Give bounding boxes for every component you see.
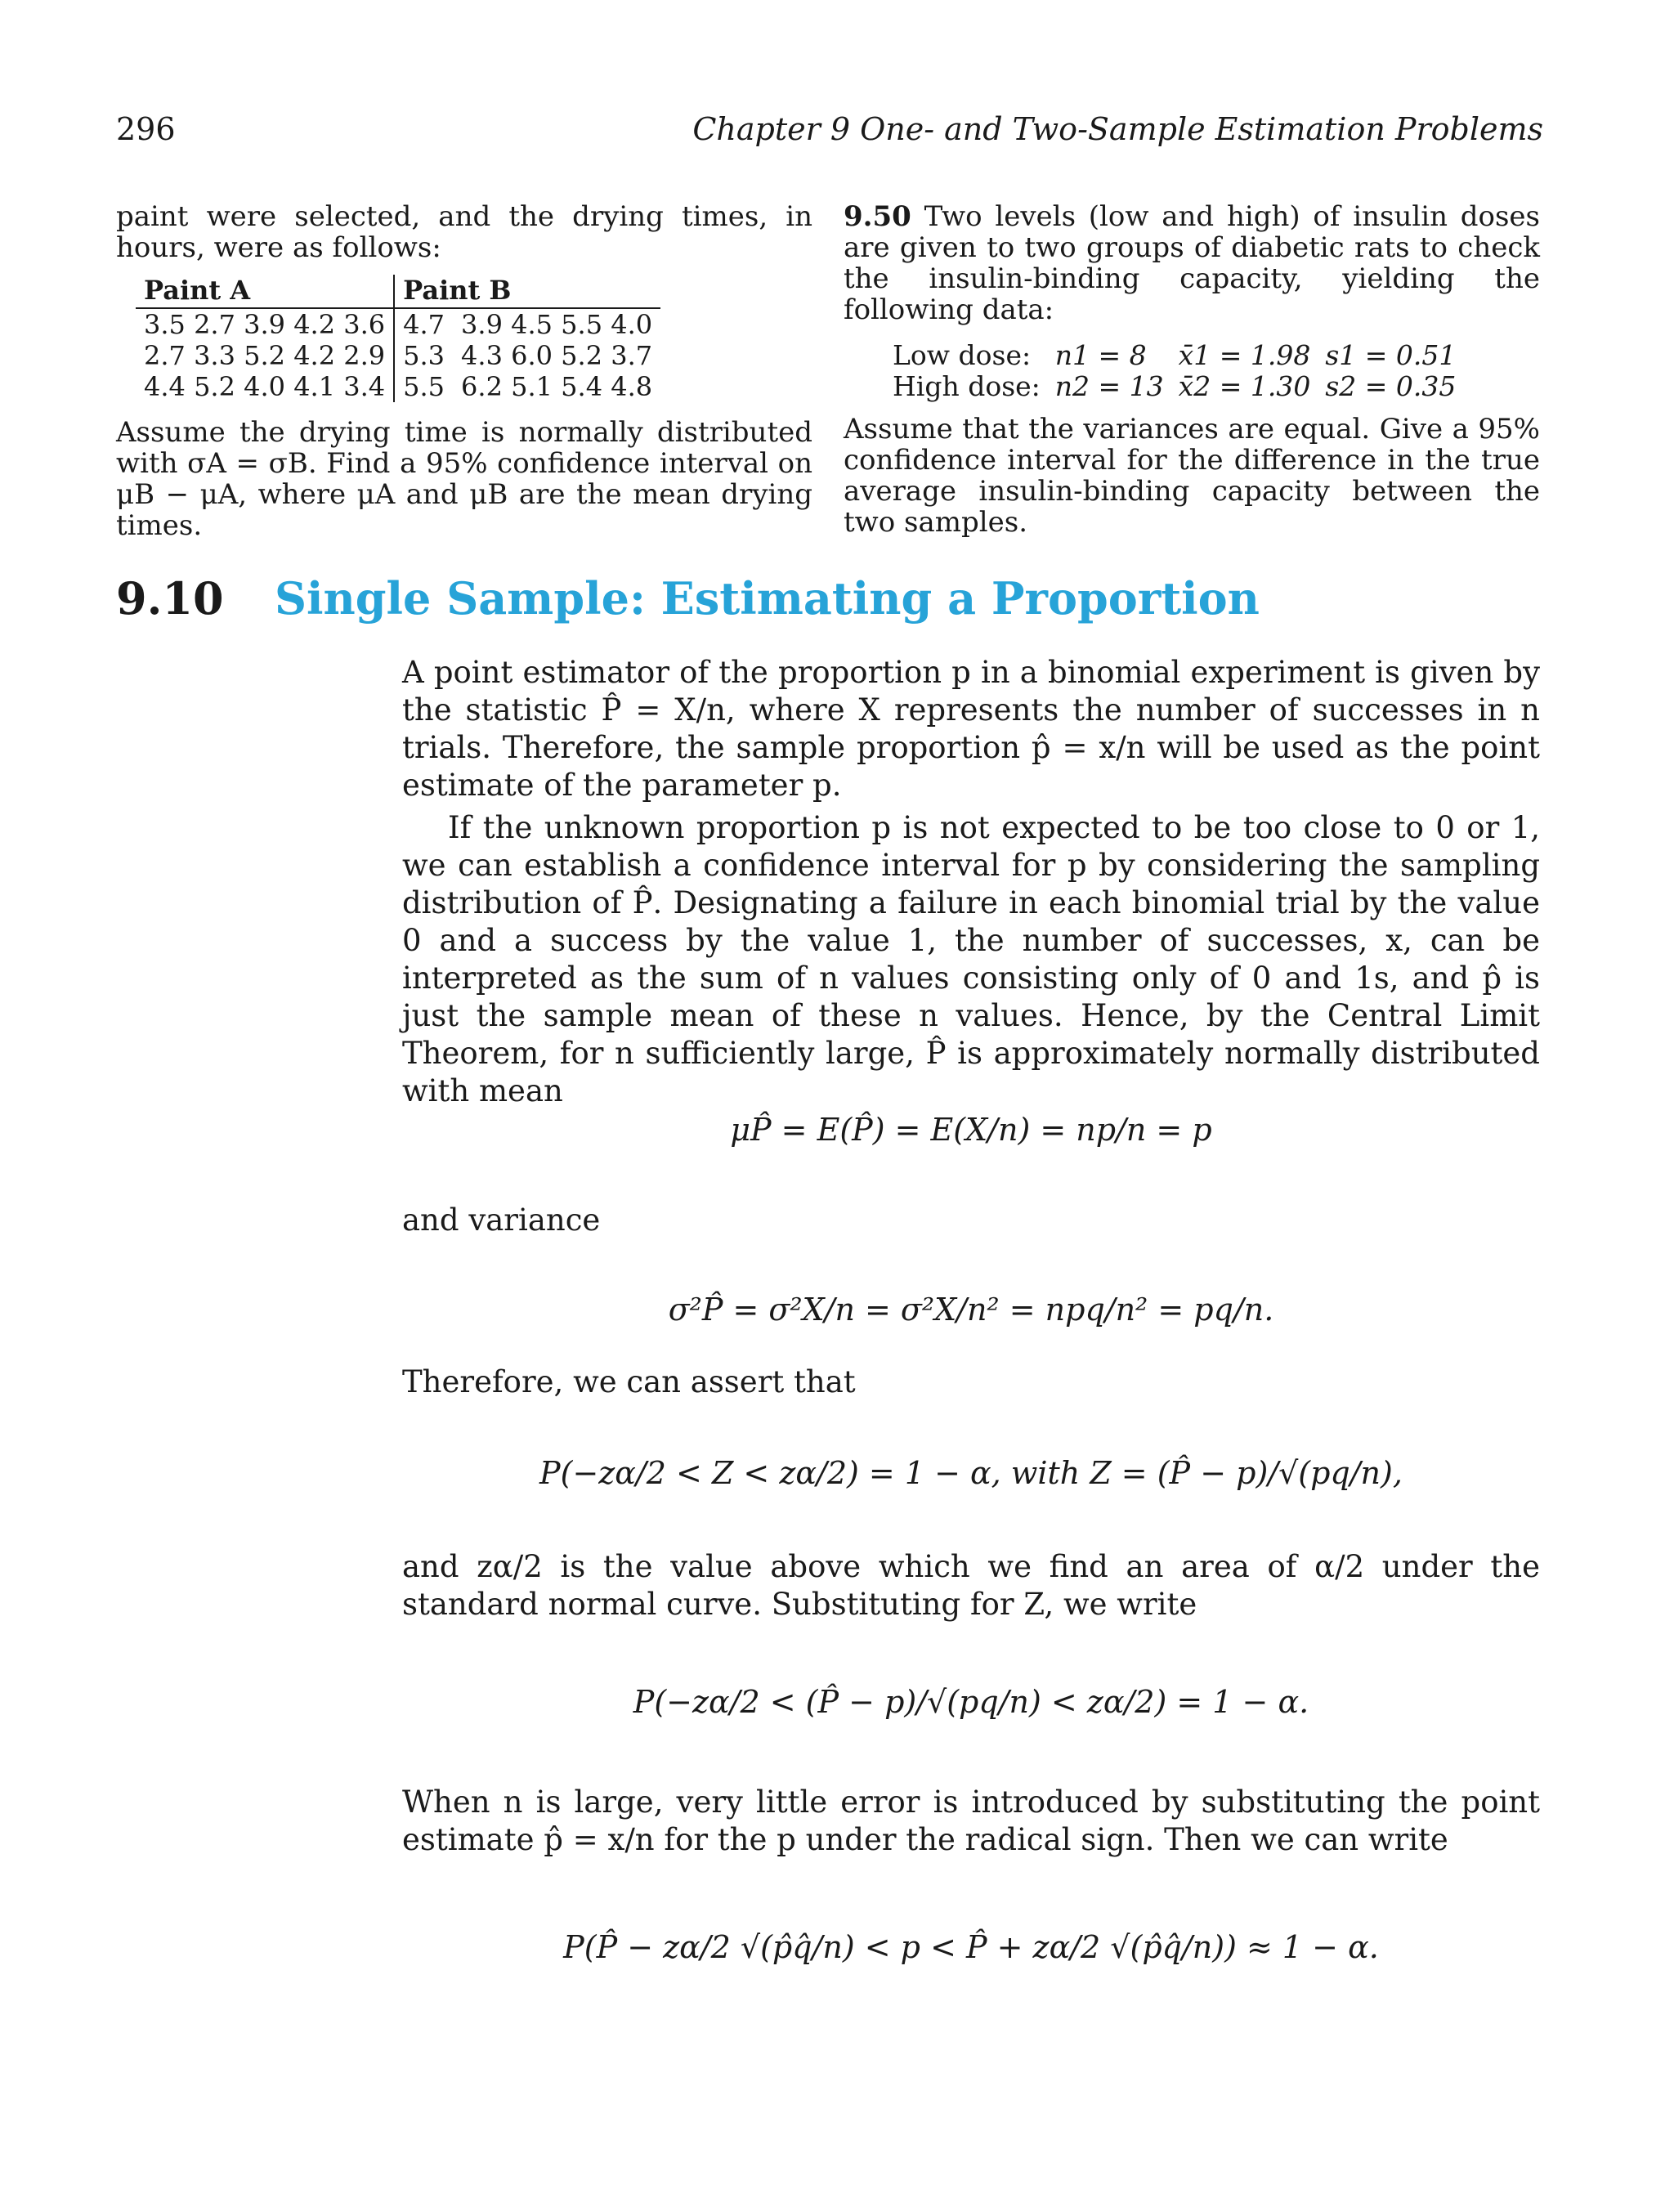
paint-a-values: 3.5 2.7 3.9 4.2 3.6	[136, 308, 394, 340]
exercise-intro: Two levels (low and high) of insulin doses are given to two groups of diabetic rats to check the insulin-binding capacity, yielding the following data:	[844, 200, 1540, 326]
equation-z: P(−zα/2 < Z < zα/2) = 1 − α, with Z = (P̂ − p)/√(pq/n),	[539, 1455, 1403, 1491]
section-number: 9.10	[116, 572, 224, 625]
left-intro: paint were selected, and the drying times, in hours, were as follows:	[116, 200, 812, 264]
section-title: Single Sample: Estimating a Proportion	[275, 572, 1260, 625]
paragraph-4: Therefore, we can assert that	[402, 1364, 856, 1399]
right-column	[844, 201, 1540, 538]
dose-mean: x̄2 = 1.30	[1178, 370, 1311, 402]
table-row	[136, 340, 660, 371]
paint-b-first: 5.3	[403, 340, 445, 371]
page-number: 296	[116, 111, 176, 147]
exercise-number: 9.50	[844, 200, 911, 233]
dose-mean: x̄1 = 1.98	[1178, 339, 1311, 371]
paint-b-values: 4.3 6.0 5.2 3.7	[461, 340, 653, 371]
dose-sd: s1 = 0.51	[1325, 339, 1457, 371]
paragraph-5: and zα/2 is the value above which we find an area of α/2 under the standard normal curve. Substituting for Z, we write	[402, 1549, 1540, 1622]
dose-n: n1 = 8	[1054, 339, 1147, 371]
left-outro: Assume the drying time is normally distributed with σA = σB. Find a 95% confidence interval on μB − μA, where μA and μB are the mean drying times.	[116, 416, 812, 542]
exercise-outro: Assume that the variances are equal. Give a 95% confidence interval for the difference in the true average insulin-binding capacity between the two samples.	[844, 413, 1540, 539]
dose-sd: s2 = 0.35	[1325, 370, 1457, 402]
paint-a-values: 4.4 5.2 4.0 4.1 3.4	[136, 371, 394, 402]
table-row	[893, 340, 1470, 371]
paint-b-values: 3.9 4.5 5.5 4.0	[461, 309, 653, 340]
paint-b-first: 5.5	[403, 371, 445, 402]
dose-n: n2 = 13	[1054, 370, 1164, 402]
running-title: Chapter 9 One- and Two-Sample Estimation Problems	[692, 111, 1543, 147]
table-row	[136, 371, 660, 402]
paint-b-first: 4.7	[403, 309, 445, 340]
paragraph-3: and variance	[402, 1202, 601, 1238]
paragraph-1: A point estimator of the proportion p in a binomial experiment is given by the statistic P̂ = X/n, where X represents the number of successes in n trials. Therefore, the sample proportion p̂ = x/n will be used as the point estimate of the parameter p.	[402, 655, 1540, 803]
paint-a-values: 2.7 3.3 5.2 4.2 2.9	[136, 340, 394, 371]
equation-mean: μP̂ = E(P̂) = E(X/n) = np/n = p	[730, 1112, 1212, 1148]
paint-table	[136, 275, 660, 402]
equation-variance: σ²P̂ = σ²X/n = σ²X/n² = npq/n² = pq/n.	[668, 1292, 1274, 1328]
exercise-text	[844, 201, 1540, 325]
table-row	[893, 371, 1470, 402]
paragraph-2: If the unknown proportion p is not expected to be too close to 0 or 1, we can establish a confidence interval for p by considering the sampling distribution of P̂. Designating a failure in each binomial trial by the value 0 and a success by the value 1, the number of successes, x, can be interpreted as the sum of n values consisting only of 0 and 1s, and p̂ is just the sample mean of these n values. Hence, by the Central Limit Theorem, for n sufficiently large, P̂ is approximately normally distributed with mean	[402, 810, 1540, 1108]
equation-substitution: P(−zα/2 < (P̂ − p)/√(pq/n) < zα/2) = 1 − α.	[633, 1684, 1309, 1720]
dose-label: High dose:	[893, 370, 1041, 402]
paint-b-values: 6.2 5.1 5.4 4.8	[461, 371, 653, 402]
table-row	[136, 308, 660, 340]
equation-interval: P(P̂ − zα/2 √(p̂q̂/n) < p < P̂ + zα/2 √(p̂q̂/n)) ≈ 1 − α.	[563, 1929, 1379, 1965]
paint-b-header: Paint B	[394, 275, 660, 308]
paint-a-header: Paint A	[136, 275, 394, 308]
left-column	[116, 201, 812, 541]
dose-label: Low dose:	[893, 339, 1032, 371]
dose-table	[893, 340, 1470, 402]
paragraph-6: When n is large, very little error is introduced by substituting the point estimate p̂ = x/n for the p under the radical sign. Then we can write	[402, 1784, 1540, 1857]
